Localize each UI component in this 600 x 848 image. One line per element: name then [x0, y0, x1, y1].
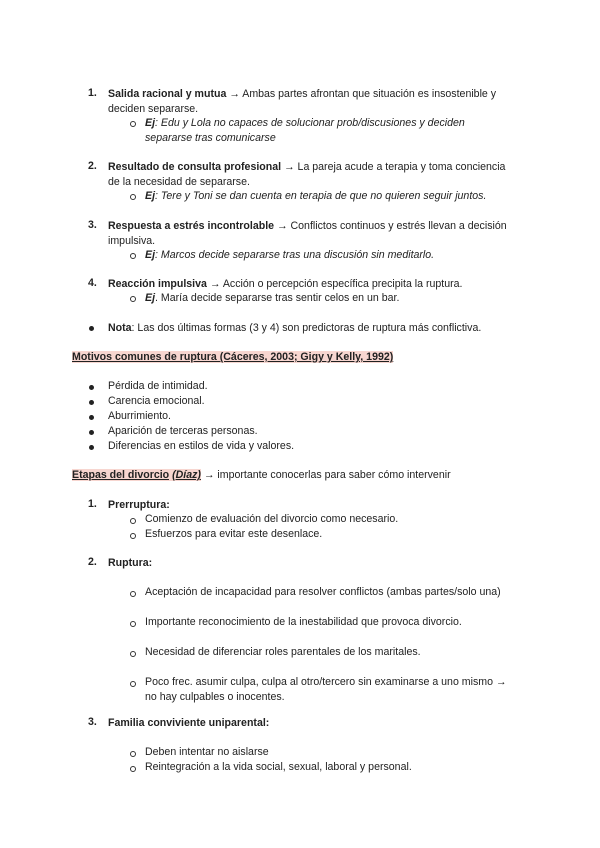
item-desc-cont: deciden separarse. [108, 103, 199, 115]
list-item-3 [108, 219, 538, 249]
list-number: 2. [88, 556, 97, 568]
item-title: Reacción impulsiva [108, 278, 207, 290]
stage-item: Comienzo de evaluación del divorcio como necesario. [145, 513, 399, 525]
example-2 [145, 189, 565, 204]
stage-item: Poco frec. asumir culpa, culpa al otro/tercero sin examinarse a uno mismo → no hay culpables o inocentes. [145, 676, 507, 703]
arrow: → [226, 88, 243, 100]
stage-item: Esfuerzos para evitar este desenlace. [145, 528, 323, 540]
arrow: → [281, 161, 298, 173]
section-heading-etapas [72, 468, 532, 483]
list-number: 1. [88, 498, 97, 510]
example-text: : Marcos decide separarse tras una discusión sin meditarlo. [155, 249, 435, 261]
arrow: → [274, 220, 291, 232]
section-heading-motivos: Motivos comunes de ruptura (Cáceres, 2003; Gigy y Kelly, 1992) [72, 351, 394, 363]
example-text: . María decide separarse tras sentir celos en un bar. [155, 292, 400, 304]
item-title: Salida racional y mutua [108, 88, 227, 100]
example-text: : Tere y Toni se dan cuenta en terapia de que no quieren seguir juntos. [155, 190, 487, 202]
circle-bullet-icon [130, 651, 136, 657]
circle-bullet-icon [130, 621, 136, 627]
list-number: 4. [88, 277, 97, 289]
circle-bullet-icon [130, 121, 136, 127]
stage-item: Reintegración a la vida social, sexual, laboral y personal. [145, 761, 412, 773]
list-item: Carencia emocional. [108, 395, 205, 407]
circle-bullet-icon [130, 766, 136, 772]
example-text: : Edu y Lola no capaces de solucionar prob/discusiones y deciden [155, 117, 465, 129]
list-number: 2. [88, 160, 97, 172]
example-text-cont: separarse tras comunicarse [145, 132, 276, 144]
item-desc-cont: impulsiva. [108, 235, 156, 247]
circle-bullet-icon [130, 518, 136, 524]
list-item: Aparición de terceras personas. [108, 425, 258, 437]
note-label: Nota [108, 322, 132, 334]
list-number: 3. [88, 716, 97, 728]
circle-bullet-icon [130, 253, 136, 259]
item-desc: Conflictos continuos y estrés llevan a decisión [290, 220, 507, 232]
stage-item: Necesidad de diferenciar roles parentales de los maritales. [145, 646, 421, 658]
item-desc: La pareja acude a terapia y toma conciencia [297, 161, 506, 173]
item-desc: Acción o percepción específica precipita la ruptura. [222, 278, 463, 290]
etapas-author: (Díaz) [172, 469, 201, 481]
stage-title: Familia conviviente uniparental: [108, 717, 270, 729]
item-desc-cont: de la necesidad de separarse. [108, 176, 250, 188]
circle-bullet-icon [130, 751, 136, 757]
stage-item: Importante reconocimiento de la inestabilidad que provoca divorcio. [145, 616, 462, 628]
list-item: Diferencias en estilos de vida y valores. [108, 440, 295, 452]
stage-title: Prerruptura: [108, 499, 170, 511]
bullet-icon [89, 445, 94, 450]
list-item-4 [108, 277, 538, 292]
list-number: 3. [88, 219, 97, 231]
note-text: : Las dos últimas formas (3 y 4) son predictoras de ruptura más conflictiva. [131, 322, 482, 334]
note [108, 321, 538, 336]
item-title: Resultado de consulta profesional [108, 161, 282, 173]
item-title: Respuesta a estrés incontrolable [108, 220, 275, 232]
example-3 [145, 248, 545, 263]
example-label: Ej [145, 249, 156, 261]
etapas-title: Etapas del divorcio [72, 469, 170, 481]
bullet-icon [89, 430, 94, 435]
bullet-icon [89, 400, 94, 405]
example-1 [145, 116, 545, 146]
circle-bullet-icon [130, 194, 136, 200]
stage-item: Aceptación de incapacidad para resolver conflictos (ambas partes/solo una) [145, 586, 501, 598]
etapas-tail: → importante conocerlas para saber cómo intervenir [200, 469, 451, 481]
item-desc: Ambas partes afrontan que situación es insostenible y [242, 88, 497, 100]
bullet-icon [89, 415, 94, 420]
bullet-icon [89, 326, 94, 331]
example-4 [145, 291, 545, 306]
example-label: Ej [145, 292, 156, 304]
circle-bullet-icon [130, 681, 136, 687]
circle-bullet-icon [130, 296, 136, 302]
example-label: Ej [145, 190, 156, 202]
list-item: Pérdida de intimidad. [108, 380, 208, 392]
circle-bullet-icon [130, 533, 136, 539]
bullet-icon [89, 385, 94, 390]
arrow: → [206, 278, 223, 290]
list-item-1 [108, 87, 538, 117]
list-item-2 [108, 160, 538, 190]
example-label: Ej [145, 117, 156, 129]
circle-bullet-icon [130, 591, 136, 597]
stage-item: Deben intentar no aislarse [145, 746, 269, 758]
stage-title: Ruptura: [108, 557, 153, 569]
list-item: Aburrimiento. [108, 410, 171, 422]
list-number: 1. [88, 87, 97, 99]
